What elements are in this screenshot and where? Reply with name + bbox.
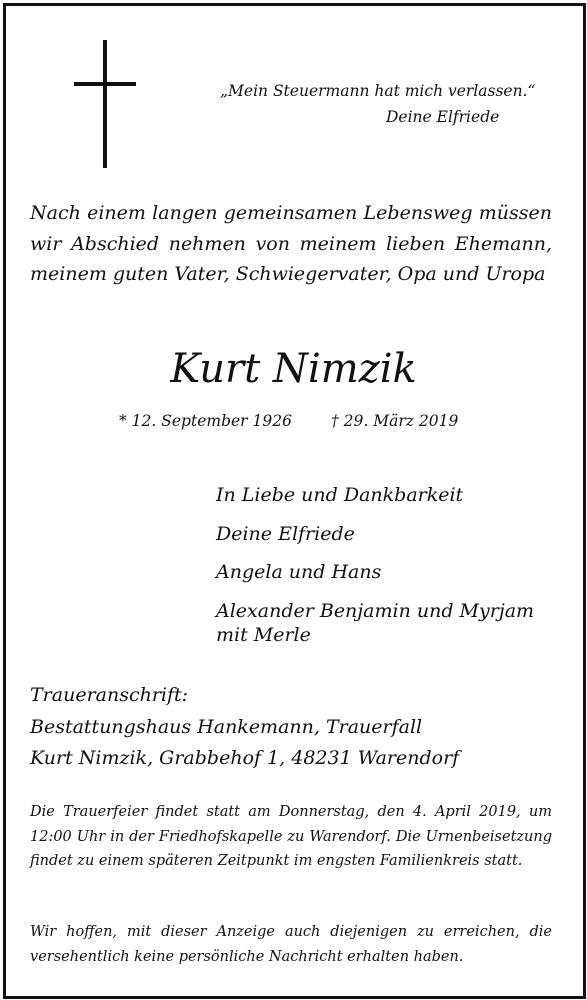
quote-block (220, 78, 550, 130)
address-label: Traueranschrift: (30, 684, 189, 706)
mourners-line: Alexander Benjamin und Myrjam (216, 599, 535, 622)
mourners-line: In Liebe und Dankbarkeit (216, 484, 464, 506)
funeral-notice: Die Trauerfeier findet statt am Donnerstag, den 4. April 2019, um 12:00 Uhr in der Friedhofskapelle zu Warendorf. Die Urnenbeisetzung findet zu einem späteren Zeitpunkt im engsten Familienkreis statt. (30, 804, 552, 869)
mourners-line: Deine Elfriede (216, 522, 355, 545)
address-line: Kurt Nimzik, Grabbehof 1, 48231 Warendorf (30, 747, 460, 769)
birth-date: * 12. September 1926 (119, 412, 292, 430)
deceased-name: Kurt Nimzik (170, 346, 417, 392)
quote-text: „Mein Steuermann hat mich verlassen.“ (220, 82, 536, 100)
closing-notice: Wir hoffen, mit dieser Anzeige auch diejenigen zu erreichen, die versehentlich keine persönliche Nachricht erhalten haben. (30, 924, 552, 965)
quote-signature: Deine Elfriede (386, 108, 500, 126)
mourners-line: Angela und Hans (216, 561, 382, 583)
mourners-line: mit Merle (216, 624, 311, 646)
cross-horizontal-bar (74, 82, 136, 86)
address-line: Bestattungshaus Hankemann, Trauerfall (30, 715, 423, 738)
intro-text: Nach einem langen gemeinsamen Lebensweg müssen wir Abschied nehmen von meinem lieben Ehemann, meinem guten Vater, Schwiegervater, Opa und Uropa (30, 202, 552, 285)
death-date: † 29. März 2019 (331, 412, 459, 430)
address-block (30, 680, 560, 775)
cross-vertical-bar (103, 40, 107, 168)
mourners-block (216, 476, 561, 648)
